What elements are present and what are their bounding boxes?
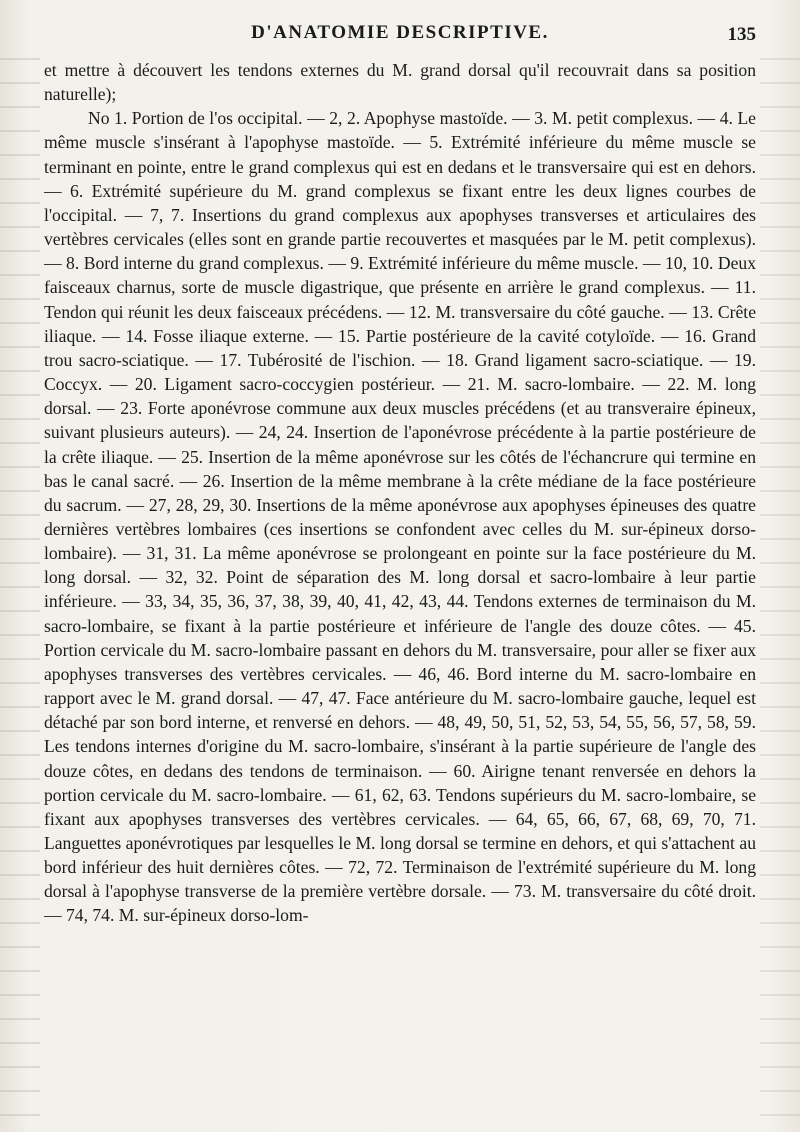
page-header bbox=[40, 22, 760, 52]
bleed-through-left bbox=[0, 40, 40, 1120]
running-head: D'ANATOMIE DESCRIPTIVE. bbox=[251, 22, 549, 43]
page-number: 135 bbox=[727, 24, 756, 45]
paragraph-legend: No 1. Portion de l'os occipital. — 2, 2. Apophyse mastoïde. — 3. M. petit complexus. — 4. Le même muscle s'insérant à l'apophyse mastoïde. — 5. Extrémité inférieure du même muscle se terminant en pointe, entre le grand complexus qui est en dedans et le transversaire qui est en dehors. — 6. Extrémité supérieure du M. grand complexus se fixant entre les deux lignes courbes de l'occipital. — 7, 7. Insertions du grand complexus aux apophyses transverses et articulaires des vertèbres cervicales (elles sont en grande partie recouvertes et masquées par le M. petit complexus). — 8. Bord interne du grand complexus. — 9. Extrémité inférieure du même muscle. — 10, 10. Deux faisceaux charnus, sorte de muscle digastrique, que présente en arrière le grand complexus. — 11. Tendon qui réunit les deux faisceaux précédens. — 12. M. transversaire du côté gauche. — 13. Crête iliaque. — 14. Fosse iliaque externe. — 15. Partie postérieure de la cavité cotyloïde. — 16. Grand trou sacro-sciatique. — 17. Tubérosité de l'ischion. — 18. Grand ligament sacro-sciatique. — 19. Coccyx. — 20. Ligament sacro-coccygien postérieur. — 21. M. sacro-lombaire. — 22. M. long dorsal. — 23. Forte aponévrose commune aux deux muscles précédens (et au transveraire épineux, suivant plusieurs auteurs). — 24, 24. Insertion de l'aponévrose précédente à la partie postérieure de la crête iliaque. — 25. Insertion de la même aponévrose sur les côtés de l'échancrure qui termine en bas le canal sacré. — 26. Insertion de la même membrane à la crête médiane de la face postérieure du sacrum. — 27, 28, 29, 30. Insertions de la même aponévrose aux apophyses épineuses des quatre dernières vertèbres lombaires (ces insertions se confondent avec celles du M. sur-épineux dorso-lombaire). — 31, 31. La même aponévrose se prolongeant en pointe sur la face postérieure du M. long dorsal. — 32, 32. Point de séparation des M. long dorsal et sacro-lombaire à leur partie inférieure. — 33, 34, 35, 36, 37, 38, 39, 40, 41, 42, 43, 44. Tendons externes de terminaison du M. sacro-lombaire, se fixant à la partie postérieure et inférieure de l'angle des douze côtes. — 45. Portion cervicale du M. sacro-lombaire passant en dehors du M. transversaire, pour aller se fixer aux apophyses transverses des vertèbres cervicales. — 46, 46. Bord interne du M. sacro-lombaire en rapport avec le M. grand dorsal. — 47, 47. Face antérieure du M. sacro-lombaire gauche, lequel est détaché par son bord interne, et renversé en dehors. — 48, 49, 50, 51, 52, 53, 54, 55, 56, 57, 58, 59. Les tendons internes d'origine du M. sacro-lombaire, s'insérant à la partie supérieure de l'angle des douze côtes, en dedans des tendons de terminaison. — 60. Airigne tenant renversée en dehors la portion cervicale du M. sacro-lombaire. — 61, 62, 63. Tendons supérieurs du M. sacro-lombaire, se fixant aux apophyses transverses des vertèbres cervicales. — 64, 65, 66, 67, 68, 69, 70, 71. Languettes aponévrotiques par lesquelles le M. long dorsal se termine en dehors, et qui s'attachent au bord inférieur des huit dernières côtes. — 72, 72. Terminaison de l'extrémité supérieure du M. long dorsal à l'apophyse transverse de la première vertèbre dorsale. — 73. M. transversaire du côté droit. — 74, 74. M. sur-épineux dorso-lom- bbox=[44, 108, 756, 926]
bleed-through-right bbox=[760, 40, 800, 1120]
paragraph-continuation: et mettre à découvert les tendons externes du M. grand dorsal qu'il recouvrait dans sa position naturelle); bbox=[44, 60, 756, 105]
body-text bbox=[44, 58, 756, 928]
